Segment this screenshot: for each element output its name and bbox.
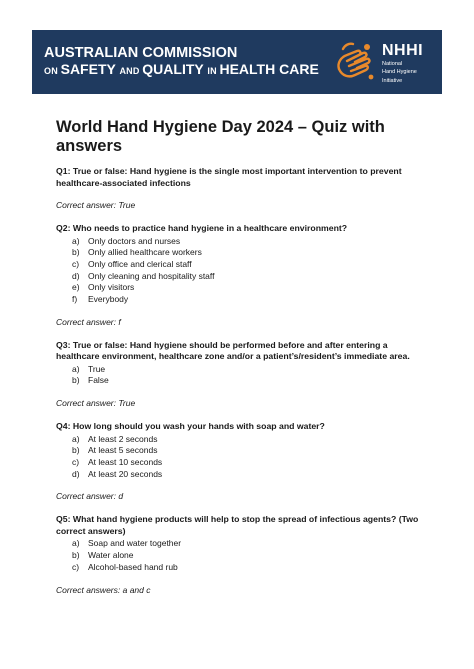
option-text: Only office and clerical staff — [88, 258, 192, 269]
correct-answer: Correct answer: True — [56, 200, 136, 210]
organization-name-segment: IN — [207, 66, 220, 77]
nhhi-logo-name: NHHI — [382, 42, 424, 59]
option-text: Everybody — [88, 294, 129, 305]
organization-name-segment: QUALITY — [142, 61, 208, 78]
answer-option — [72, 247, 424, 259]
option-letter: c) — [72, 457, 80, 468]
answer-option — [72, 562, 424, 574]
answer-options — [56, 236, 424, 306]
option-text: Only cleaning and hospitality staff — [88, 270, 215, 281]
answer-option — [72, 469, 424, 481]
option-letter: e) — [72, 282, 80, 293]
answer-option — [72, 538, 424, 550]
answer-option — [72, 445, 424, 457]
answer-options — [56, 364, 424, 387]
option-text: Soap and water together — [88, 538, 182, 549]
document-body — [56, 118, 424, 608]
option-text: At least 20 seconds — [88, 468, 163, 479]
answer-options — [56, 538, 424, 573]
organization-name-segment: AND — [119, 66, 143, 77]
option-text: Alcohol-based hand rub — [88, 561, 178, 572]
option-letter: b) — [72, 375, 80, 386]
option-letter: c) — [72, 561, 80, 572]
option-letter: b) — [72, 247, 80, 258]
option-letter: a) — [72, 433, 80, 444]
organization-name-segment: HEALTH CARE — [219, 61, 319, 78]
organization-name — [44, 46, 319, 77]
option-text: At least 5 seconds — [88, 445, 158, 456]
answer-option — [72, 236, 424, 248]
option-text: Only visitors — [88, 282, 135, 293]
option-letter: d) — [72, 270, 80, 281]
option-text: Only allied healthcare workers — [88, 247, 202, 258]
option-letter: d) — [72, 468, 80, 479]
option-letter: a) — [72, 363, 80, 374]
option-text: False — [88, 375, 109, 386]
quiz-question: Q1: True or false: Hand hygiene is the single most important intervention to prevent healthcare-associated infections — [56, 166, 402, 188]
answer-option — [72, 434, 424, 446]
correct-answer: Correct answer: True — [56, 398, 136, 409]
quiz-list — [56, 166, 424, 596]
organization-name-segment: SAFETY — [60, 61, 120, 78]
quiz-question: Q2: Who needs to practice hand hygiene in a healthcare environment? — [56, 223, 348, 233]
organization-name-line2 — [44, 62, 319, 77]
organization-name-segment: ON — [44, 66, 61, 77]
option-letter: b) — [72, 445, 80, 456]
nhhi-logo-subtitle-3: Initiative — [382, 77, 403, 84]
option-text: Only doctors and nurses — [88, 235, 181, 246]
quiz-question: Q3: True or false: Hand hygiene should be performed before and after entering a healthcare environment, healthcare zone and/or a patient’s/resident’s immediate area. — [56, 339, 410, 362]
answer-option — [72, 294, 424, 306]
header-banner — [32, 30, 442, 94]
answer-option — [72, 364, 424, 376]
answer-option — [72, 282, 424, 294]
option-text: At least 10 seconds — [88, 457, 163, 468]
page-title: World Hand Hygiene Day 2024 – Quiz with answers — [56, 118, 385, 155]
nhhi-logo — [382, 43, 423, 84]
option-letter: b) — [72, 550, 80, 561]
correct-answer: Correct answer: d — [56, 491, 124, 502]
answer-option — [72, 271, 424, 283]
option-letter: a) — [72, 538, 80, 549]
hands-icon — [333, 39, 377, 85]
nhhi-logo-subtitle-1: National — [382, 61, 403, 67]
option-text: At least 2 seconds — [88, 433, 158, 444]
answer-option — [72, 550, 424, 562]
option-text: True — [88, 363, 106, 374]
organization-name-line1: AUSTRALIAN COMMISSION — [44, 45, 238, 61]
option-text: Water alone — [88, 550, 134, 561]
correct-answer: Correct answers: a and c — [56, 584, 151, 595]
nhhi-logo-subtitle-2: Hand Hygiene — [382, 69, 417, 76]
answer-options — [56, 434, 424, 481]
option-letter: a) — [72, 235, 80, 246]
answer-option — [72, 259, 424, 271]
answer-option — [72, 457, 424, 469]
answer-option — [72, 375, 424, 387]
quiz-question: Q4: How long should you wash your hands with soap and water? — [56, 421, 325, 432]
option-letter: f) — [72, 294, 78, 305]
quiz-question: Q5: What hand hygiene products will help to stop the spread of infectious agents? (Two correct answers) — [56, 514, 419, 536]
option-letter: c) — [72, 258, 80, 269]
correct-answer: Correct answer: f — [56, 316, 121, 327]
